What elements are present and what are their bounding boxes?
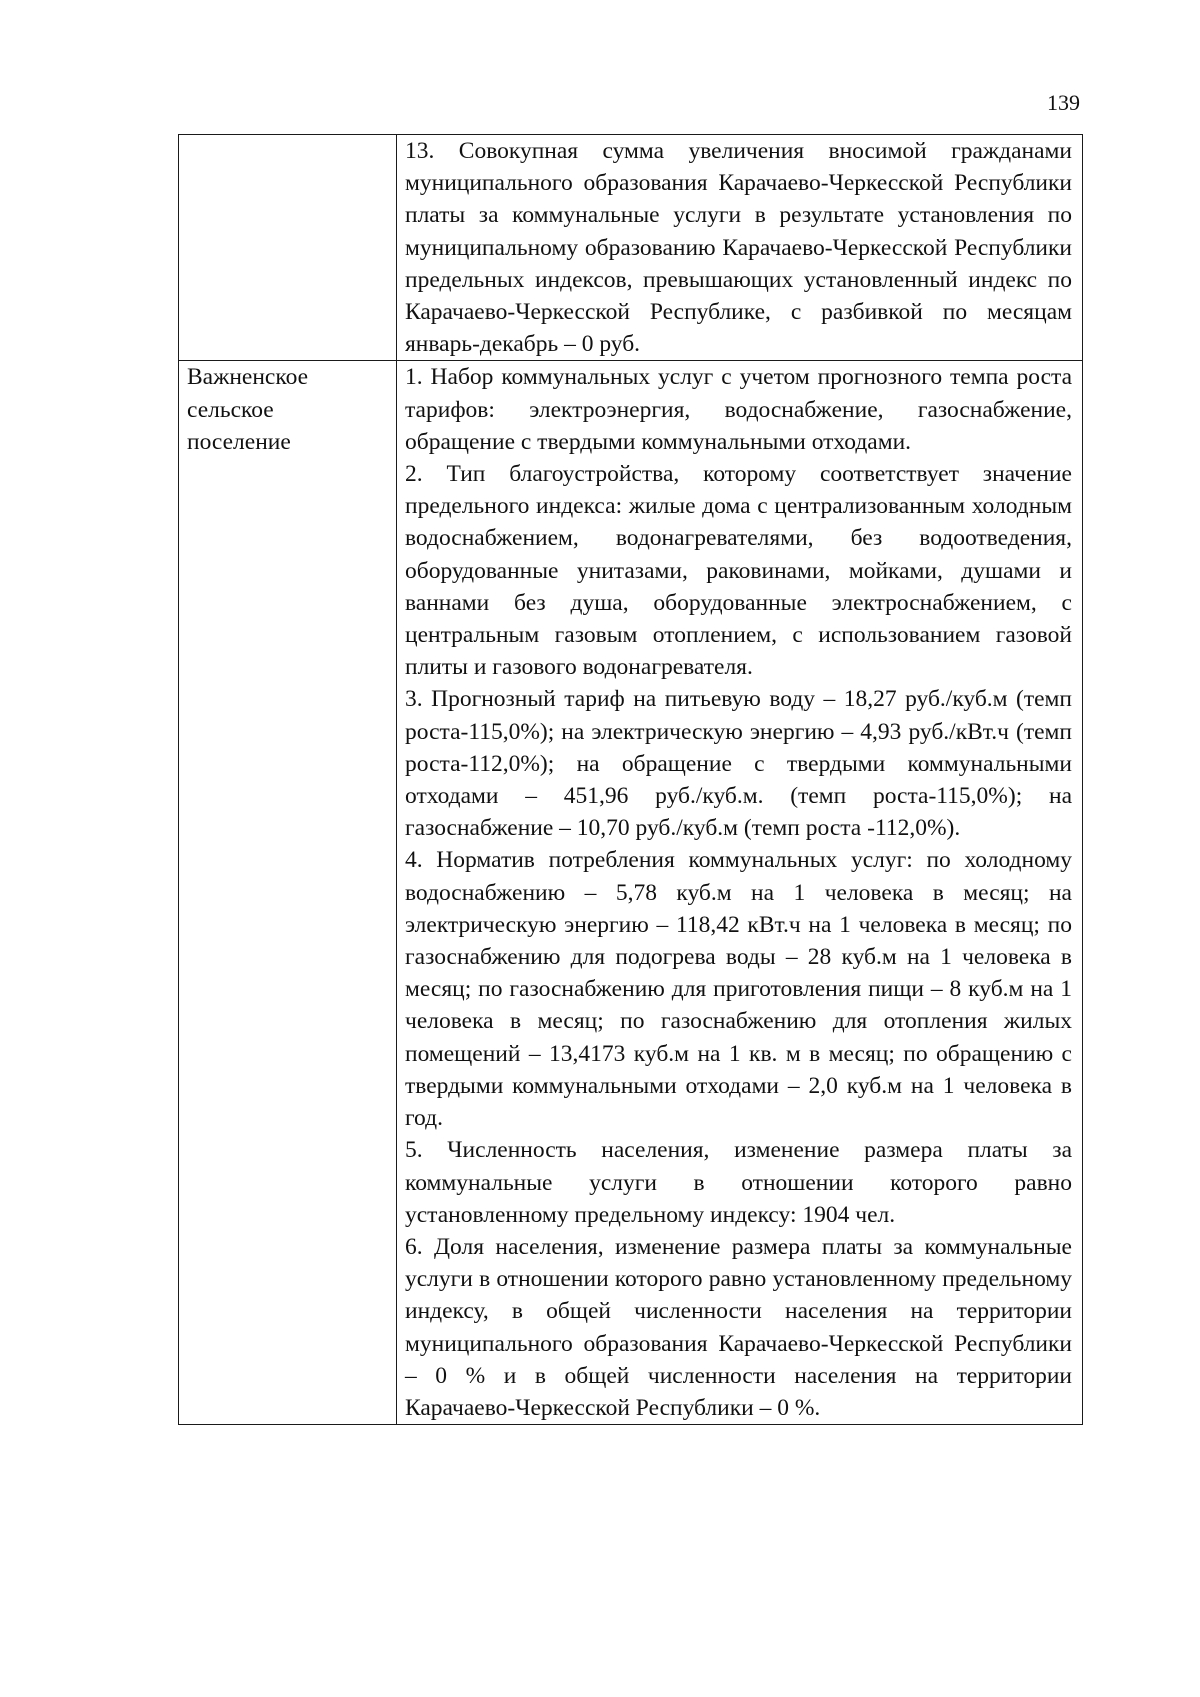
table-row: [179, 135, 1083, 361]
municipality-cell: [179, 361, 397, 1425]
paragraph-4: 4. Норматив потребления коммунальных услуг: по холодному водоснабжению – 5,78 куб.м на 1 человека в месяц; на электрическую энергию – 118,42 кВт.ч на 1 человека в месяц; по газоснабжению для подогрева воды – 28 куб.м на 1 человека в месяц; по газоснабжению для приготовления пищи – 8 куб.м на 1 человека в месяц; по газоснабжению для отопления жилых помещений – 13,4173 куб.м на 1 кв. м в месяц; по обращению с твердыми коммунальными отходами – 2,0 куб.м на 1 человека в год.: [405, 847, 1072, 1132]
municipality-cell: [179, 135, 397, 361]
municipality-name-line: Важненское: [187, 364, 309, 391]
content-cell: [397, 135, 1083, 361]
municipality-name-line: поселение: [187, 428, 291, 455]
tariff-table: [178, 134, 1083, 1425]
page-number: 139: [1047, 90, 1080, 115]
paragraph-5: 5. Численность населения, изменение размера платы за коммунальные услуги в отношении которого равно установленному предельному индексу: 1904 чел.: [405, 1137, 1072, 1228]
table-row: [179, 361, 1083, 1425]
paragraph-1: 1. Набор коммунальных услуг с учетом прогнозного темпа роста тарифов: электроэнергия, водоснабжение, газоснабжение, обращение с твердыми коммунальными отходами.: [405, 364, 1072, 455]
content-cell: [397, 361, 1083, 1425]
paragraph-3: 3. Прогнозный тариф на питьевую воду – 18,27 руб./куб.м (темп роста-115,0%); на электрическую энергию – 4,93 руб./кВт.ч (темп роста-112,0%); на обращение с твердыми коммунальными отходами – 451,96 руб./куб.м. (темп роста-115,0%); на газоснабжение – 10,70 руб./куб.м (темп роста -112,0%).: [405, 686, 1072, 842]
paragraph-13: 13. Совокупная сумма увеличения вносимой гражданами муниципального образования Карачаево-Черкесской Республики платы за коммунальные услуги в результате установления по муниципальному образованию Карачаево-Черкесской Республики предельных индексов, превышающих установленный индекс по Карачаево-Черкесской Республике, с разбивкой по месяцам январь-декабрь – 0 руб.: [405, 138, 1072, 358]
paragraph-2: 2. Тип благоустройства, которому соответствует значение предельного индекса: жилые дома с централизованным холодным водоснабжением, водонагревателями, без водоотведения, оборудованные унитазами, раковинами, мойками, душами и ваннами без душа, оборудованные электроснабжением, с центральным газовым отоплением, с использованием газовой плиты и газового водонагревателя.: [405, 461, 1072, 681]
municipality-name-line: сельское: [187, 396, 274, 423]
paragraph-6: 6. Доля населения, изменение размера платы за коммунальные услуги в отношении которого равно установленному предельному индексу, в общей численности населения на территории муниципального образования Карачаево-Черкесской Республики – 0 % и в общей численности населения на территории Карачаево-Черкесской Республики – 0 %.: [405, 1233, 1072, 1421]
